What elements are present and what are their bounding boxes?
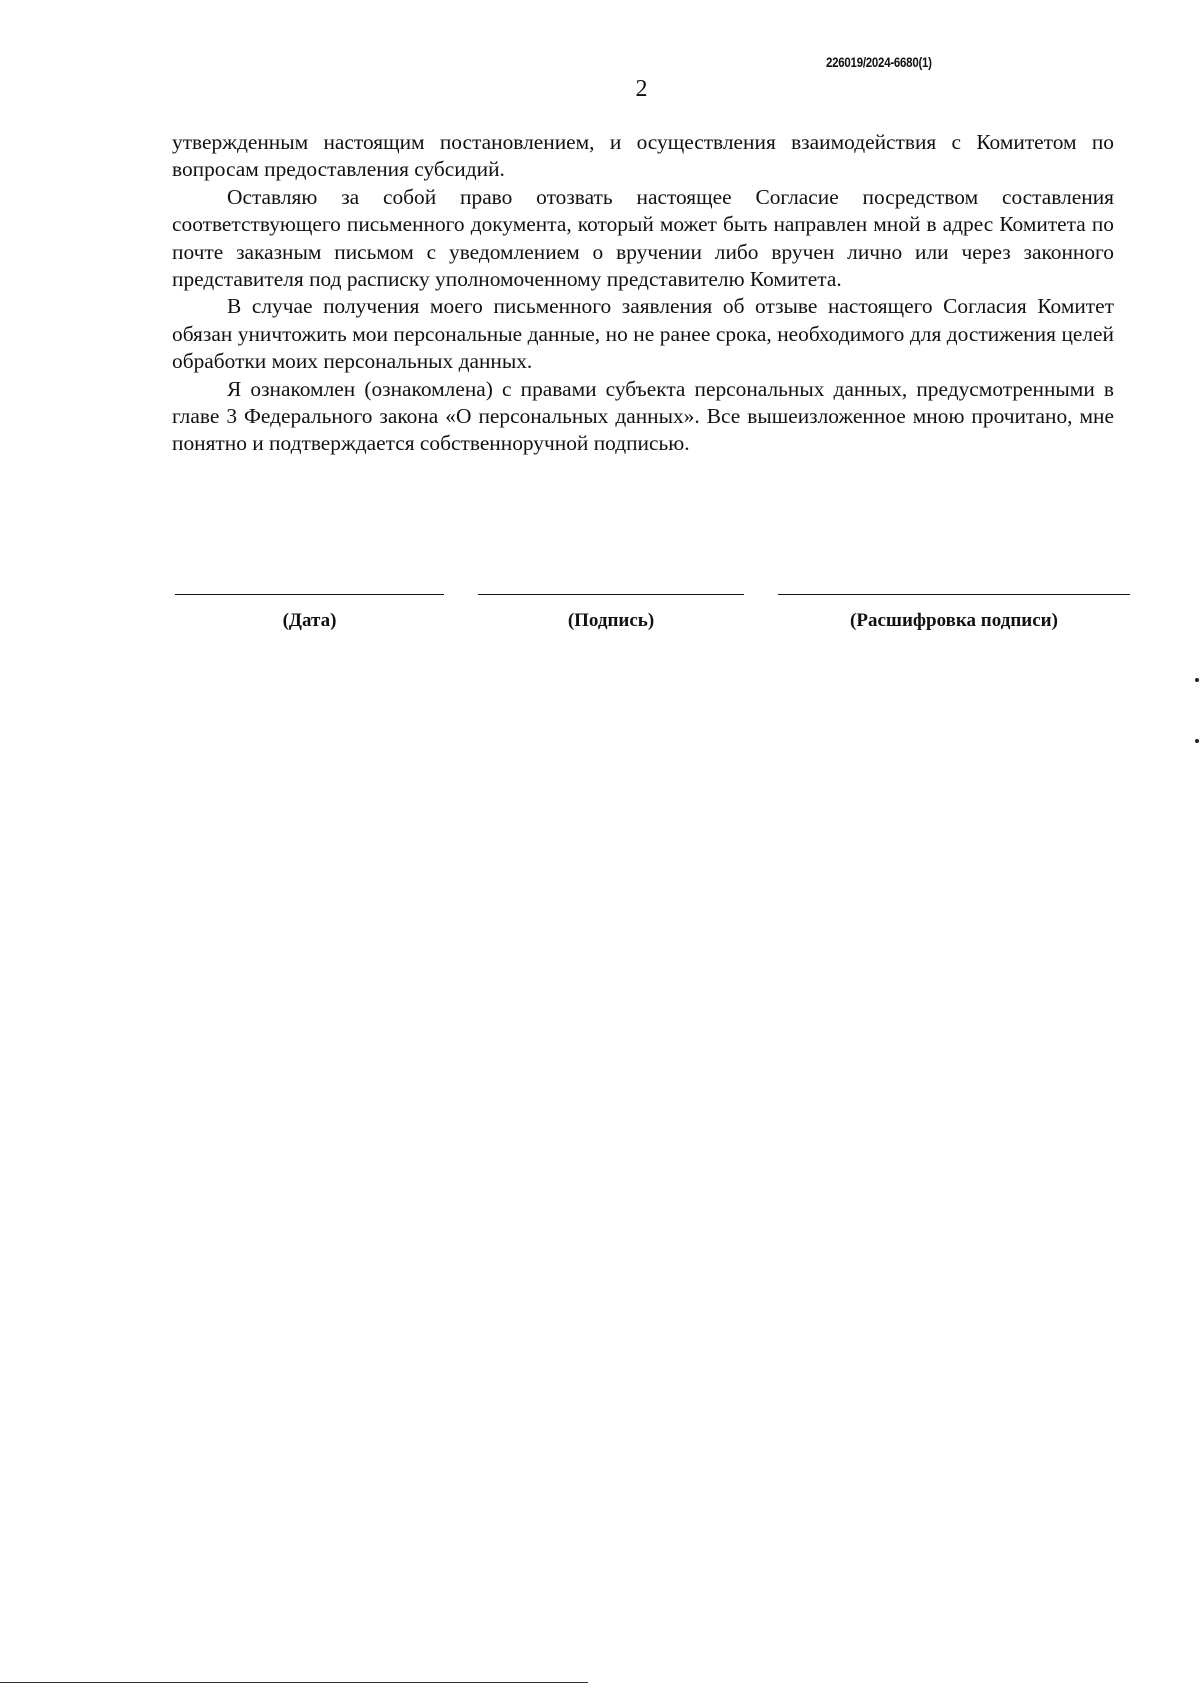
scan-artifact-dot: [1195, 739, 1199, 743]
signature-decoding-line: [778, 594, 1130, 595]
paragraph-withdrawal-right: Оставляю за собой право отозвать настоящее Согласие посредством составления соответствующего письменного документа, который может быть направлен мной в адрес Комитета по почте заказным письмом с уведомлением о вручении либо вручен лично или через законного представителя под расписку уполномоченному представителю Комитета.: [172, 184, 1114, 292]
signature-decoding-label: (Расшифровка подписи): [850, 610, 1058, 631]
signature-label: (Подпись): [567, 610, 655, 631]
page-number: 2: [635, 76, 648, 102]
paragraph-data-destruction: В случае получения моего письменного заявления об отзыве настоящего Согласия Комитет обязан уничтожить мои персональные данные, но не ранее срока, необходимого для достижения целей обработки моих персональных данных.: [172, 294, 1114, 374]
date-label: (Дата): [282, 610, 337, 631]
signature-line: [478, 594, 744, 595]
document-body: [172, 129, 1114, 458]
date-line: [175, 594, 444, 595]
bottom-edge-rule: [0, 1682, 588, 1683]
document-number: 226019/2024-6680(1): [826, 54, 932, 70]
scan-artifact-dot: [1195, 678, 1199, 682]
paragraph-continuation: утвержденным настоящим постановлением, и осуществления взаимодействия с Комитетом по вопросам предоставления субсидий.: [172, 130, 1114, 182]
paragraph-acknowledgement: Я ознакомлен (ознакомлена) с правами субъекта персональных данных, предусмотренными в главе 3 Федерального закона «О персональных данных». Все вышеизложенное мною прочитано, мне понятно и подтверждается собственноручной подписью.: [172, 376, 1114, 456]
